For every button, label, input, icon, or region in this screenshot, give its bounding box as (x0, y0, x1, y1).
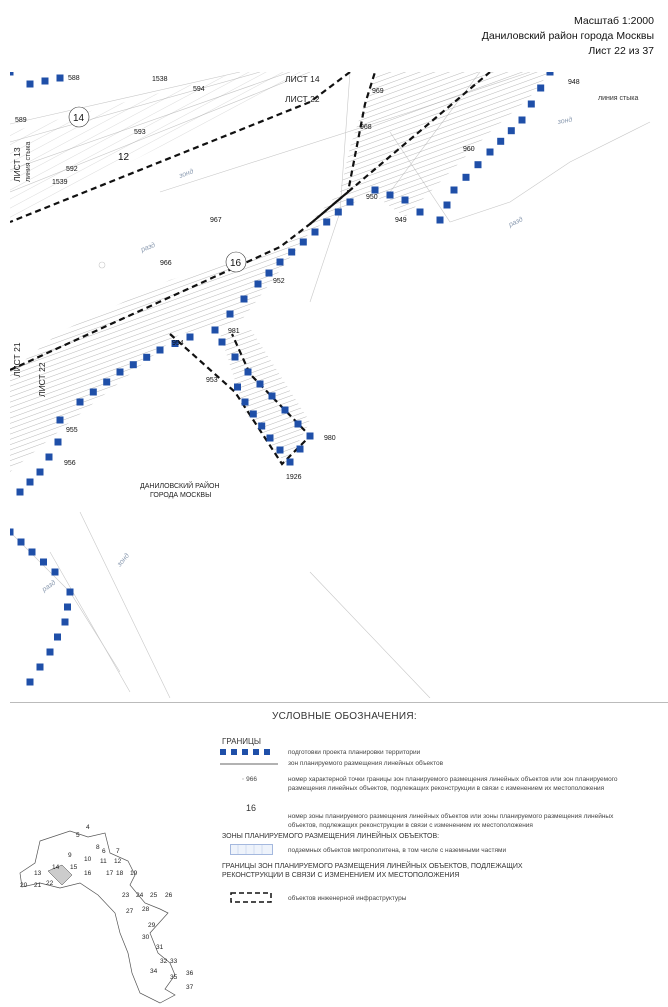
boundary-square (537, 85, 544, 92)
map-svg (10, 72, 668, 698)
boundary-square (37, 469, 44, 476)
boundary-square (29, 549, 36, 556)
sheet-label-14: ЛИСТ 14 (285, 74, 320, 84)
svg-text:24: 24 (136, 892, 144, 899)
boundary-square (402, 197, 409, 204)
svg-text:36: 36 (186, 970, 194, 977)
boundary-square (46, 454, 53, 461)
svg-text:18: 18 (116, 870, 124, 877)
sheet-key-map (10, 813, 210, 1007)
svg-text:34: 34 (150, 968, 158, 975)
sheet-number: Лист 22 из 37 (588, 45, 654, 57)
boundary-square (312, 229, 319, 236)
district-label-line2: ГОРОДА МОСКВЫ (150, 492, 212, 499)
point-969: 969 (372, 88, 384, 95)
boundary-square (57, 75, 64, 82)
street-label-3: разд (140, 241, 157, 254)
key-map-numbers (20, 824, 194, 991)
railway-area (10, 72, 310, 222)
boundary-square (528, 101, 535, 108)
point-sample-value: 966 (246, 776, 257, 783)
boundary-square (143, 354, 150, 361)
boundary-square (27, 679, 34, 686)
svg-text:35: 35 (170, 974, 178, 981)
boundary-square (266, 270, 273, 277)
legend-planning-territory: подготовки проекта планировки территории (288, 749, 421, 756)
boundary-square (287, 459, 294, 466)
boundary-square (67, 589, 74, 596)
boundary-square (508, 127, 515, 134)
legend-title: УСЛОВНЫЕ ОБОЗНАЧЕНИЯ: (272, 711, 417, 722)
district-label-line1: ДАНИЛОВСКИЙ РАЙОН (140, 483, 220, 490)
point-949: 949 (395, 217, 407, 224)
legend-point-sample: ◦ 966 (242, 776, 257, 783)
point-588: 588 (68, 75, 80, 82)
boundary-square (277, 447, 284, 454)
boundary-square (444, 202, 451, 209)
boundary-square (117, 369, 124, 376)
boundary-square (10, 72, 14, 76)
boundary-square (463, 174, 470, 181)
svg-text:23: 23 (122, 892, 130, 899)
boundary-square (255, 281, 262, 288)
street-label-1: зонд (178, 168, 195, 180)
point-966: 966 (160, 260, 172, 267)
boundary-square (17, 489, 24, 496)
boundary-square (40, 559, 47, 566)
legend-metro: подземных объектов метрополитена, в том числе с наземными частями (288, 847, 507, 854)
boundary-square (269, 393, 276, 400)
boundary-square (497, 138, 504, 145)
boundary-square (232, 354, 239, 361)
boundary-square (323, 219, 330, 226)
boundary-square (282, 407, 289, 414)
boundary-square (437, 217, 444, 224)
boundary-square (307, 433, 314, 440)
boundary-square (90, 389, 97, 396)
point-968: 968 (360, 124, 372, 131)
point-948: 948 (568, 79, 580, 86)
boundary-square (130, 361, 137, 368)
legend-panel (10, 702, 668, 1007)
svg-text:30: 30 (142, 934, 150, 941)
sheet-label-13: ЛИСТ 13 (12, 147, 22, 182)
svg-text:5: 5 (76, 832, 80, 839)
svg-text:21: 21 (34, 882, 42, 889)
svg-text:37: 37 (186, 984, 194, 991)
svg-text:11: 11 (100, 858, 107, 865)
point-594: 594 (193, 86, 205, 93)
scale-label: Масштаб 1:2000 (574, 15, 654, 27)
svg-text:9: 9 (68, 852, 72, 859)
point-967: 967 (210, 217, 222, 224)
street-label-2: зонд (557, 116, 573, 126)
svg-text:26: 26 (165, 892, 173, 899)
zones-linear-symbol (220, 761, 280, 767)
boundary-square (227, 311, 234, 318)
svg-text:22: 22 (46, 880, 54, 887)
point-592: 592 (66, 166, 78, 173)
svg-text:20: 20 (20, 882, 28, 889)
point-1926: 1926 (286, 474, 302, 481)
boundary-square (234, 384, 241, 391)
boundary-square (258, 423, 265, 430)
boundary-square (37, 664, 44, 671)
boundary-square (547, 72, 554, 76)
svg-text:29: 29 (148, 922, 156, 929)
svg-text:8: 8 (96, 844, 100, 851)
point-953: 953 (206, 377, 218, 384)
boundary-square (18, 539, 25, 546)
boundary-square (288, 249, 295, 256)
boundary-square (242, 399, 249, 406)
boundary-square (277, 259, 284, 266)
svg-text:14: 14 (52, 864, 60, 871)
legend-zone-sample: 16 (246, 803, 257, 813)
point-589: 589 (15, 117, 27, 124)
zone-number-16: 16 (230, 258, 242, 269)
legend-engineering: объектов инженерной инфраструктуры (288, 895, 407, 902)
boundary-square (47, 649, 54, 656)
boundary-square (241, 296, 248, 303)
boundary-square (27, 81, 34, 88)
point-955: 955 (66, 427, 78, 434)
boundary-square (417, 209, 424, 216)
boundary-square (55, 439, 62, 446)
svg-text:15: 15 (70, 864, 78, 871)
boundary-square (212, 327, 219, 334)
metro-zone-symbol (230, 844, 274, 856)
point-1539: 1539 (52, 179, 68, 186)
boundary-square (347, 199, 354, 206)
svg-text:10: 10 (84, 856, 92, 863)
svg-text:33: 33 (170, 958, 178, 965)
legend-zones-linear: зон планируемого размещения линейных объектов (288, 760, 444, 767)
boundary-square (245, 369, 252, 376)
boundary-square (519, 117, 526, 124)
district-title: Даниловский район города Москвы (481, 30, 654, 42)
point-950: 950 (366, 194, 378, 201)
boundary-square (62, 619, 69, 626)
street-label-6: разд (507, 216, 525, 229)
boundary-square (257, 381, 264, 388)
boundary-square (387, 192, 394, 199)
boundary-square (372, 187, 379, 194)
svg-text:7: 7 (116, 848, 120, 855)
point-954: 954 (172, 340, 184, 347)
boundary-square (219, 339, 226, 346)
legend-boundaries-heading: ГРАНИЦЫ (222, 737, 261, 746)
svg-text:31: 31 (156, 944, 164, 951)
boundary-square (57, 417, 64, 424)
point-956: 956 (64, 460, 76, 467)
zone-16-branch-hatch (220, 328, 310, 464)
planning-boundary-symbol (220, 747, 280, 757)
boundary-square (27, 479, 34, 486)
boundary-square (157, 347, 164, 354)
svg-text:16: 16 (84, 870, 92, 877)
boundary-square (64, 604, 71, 611)
boundary-square (335, 209, 342, 216)
zone-number-12: 12 (118, 152, 130, 163)
junction-line-1: линия стыка (598, 95, 639, 102)
engineering-symbol (230, 892, 274, 904)
svg-text:4: 4 (86, 824, 90, 831)
sheet-label-22b: ЛИСТ 22 (37, 362, 47, 397)
boundary-square (487, 149, 494, 156)
boundary-square (52, 569, 59, 576)
boundary-square (267, 435, 274, 442)
point-593: 593 (134, 129, 146, 136)
sheet-label-21: ЛИСТ 21 (12, 342, 22, 377)
point-952: 952 (273, 278, 285, 285)
junction-line-2: линия стыка (25, 141, 32, 182)
legend-zone-number: номер зоны планируемого размещения линейных объектов или зоны планируемого размещения линейных объектов, подлежащих реконструкции в связи с изменением их местоположения (288, 813, 614, 829)
boundary-square (10, 529, 14, 536)
street-label-5: зонд (116, 552, 132, 569)
boundary-square (103, 379, 110, 386)
svg-text:6: 6 (102, 848, 106, 855)
svg-text:25: 25 (150, 892, 158, 899)
boundary-square (297, 446, 304, 453)
svg-text:28: 28 (142, 906, 150, 913)
point-980: 980 (324, 435, 336, 442)
boundary-square (187, 334, 194, 341)
legend-point-number: номер характерной точки границы зон планируемого размещения линейных объектов или зон планируемого размещения линейных объектов, подлежащих реконструкции в связи с изменением их местоположения (288, 776, 618, 792)
boundary-square (250, 411, 257, 418)
svg-text:27: 27 (126, 908, 134, 915)
boundary-square (77, 399, 84, 406)
boundary-square (295, 421, 302, 428)
svg-text:12: 12 (114, 858, 122, 865)
boundary-square (42, 78, 49, 85)
district-label (140, 481, 220, 499)
svg-text:32: 32 (160, 958, 168, 965)
legend-zones-heading: ЗОНЫ ПЛАНИРУЕМОГО РАЗМЕЩЕНИЯ ЛИНЕЙНЫХ ОБЪЕКТОВ: (222, 833, 440, 840)
svg-text:17: 17 (106, 870, 114, 877)
svg-text:13: 13 (34, 870, 42, 877)
sheet-header (482, 14, 654, 59)
boundary-square (451, 187, 458, 194)
legend-reconstruction-heading: ГРАНИЦЫ ЗОН ПЛАНИРУЕМОГО РАЗМЕЩЕНИЯ ЛИНЕЙНЫХ ОБЪЕКТОВ, ПОДЛЕЖАЩИХ РЕКОНСТРУКЦИИ В СВЯЗИ С ИЗМЕНЕНИЕМ ИХ МЕСТОПОЛОЖЕНИЯ (222, 863, 523, 879)
map-canvas[interactable] (10, 72, 668, 698)
boundary-square (54, 634, 61, 641)
point-981: 981 (228, 328, 240, 335)
boundary-square (475, 161, 482, 168)
sheet-label-22a: ЛИСТ 22 (285, 94, 320, 104)
zone-number-14: 14 (73, 113, 85, 124)
boundary-square (300, 239, 307, 246)
point-960: 960 (463, 146, 475, 153)
street-label-4: разд (41, 579, 58, 594)
svg-text:19: 19 (130, 870, 138, 877)
point-1538: 1538 (152, 76, 168, 83)
